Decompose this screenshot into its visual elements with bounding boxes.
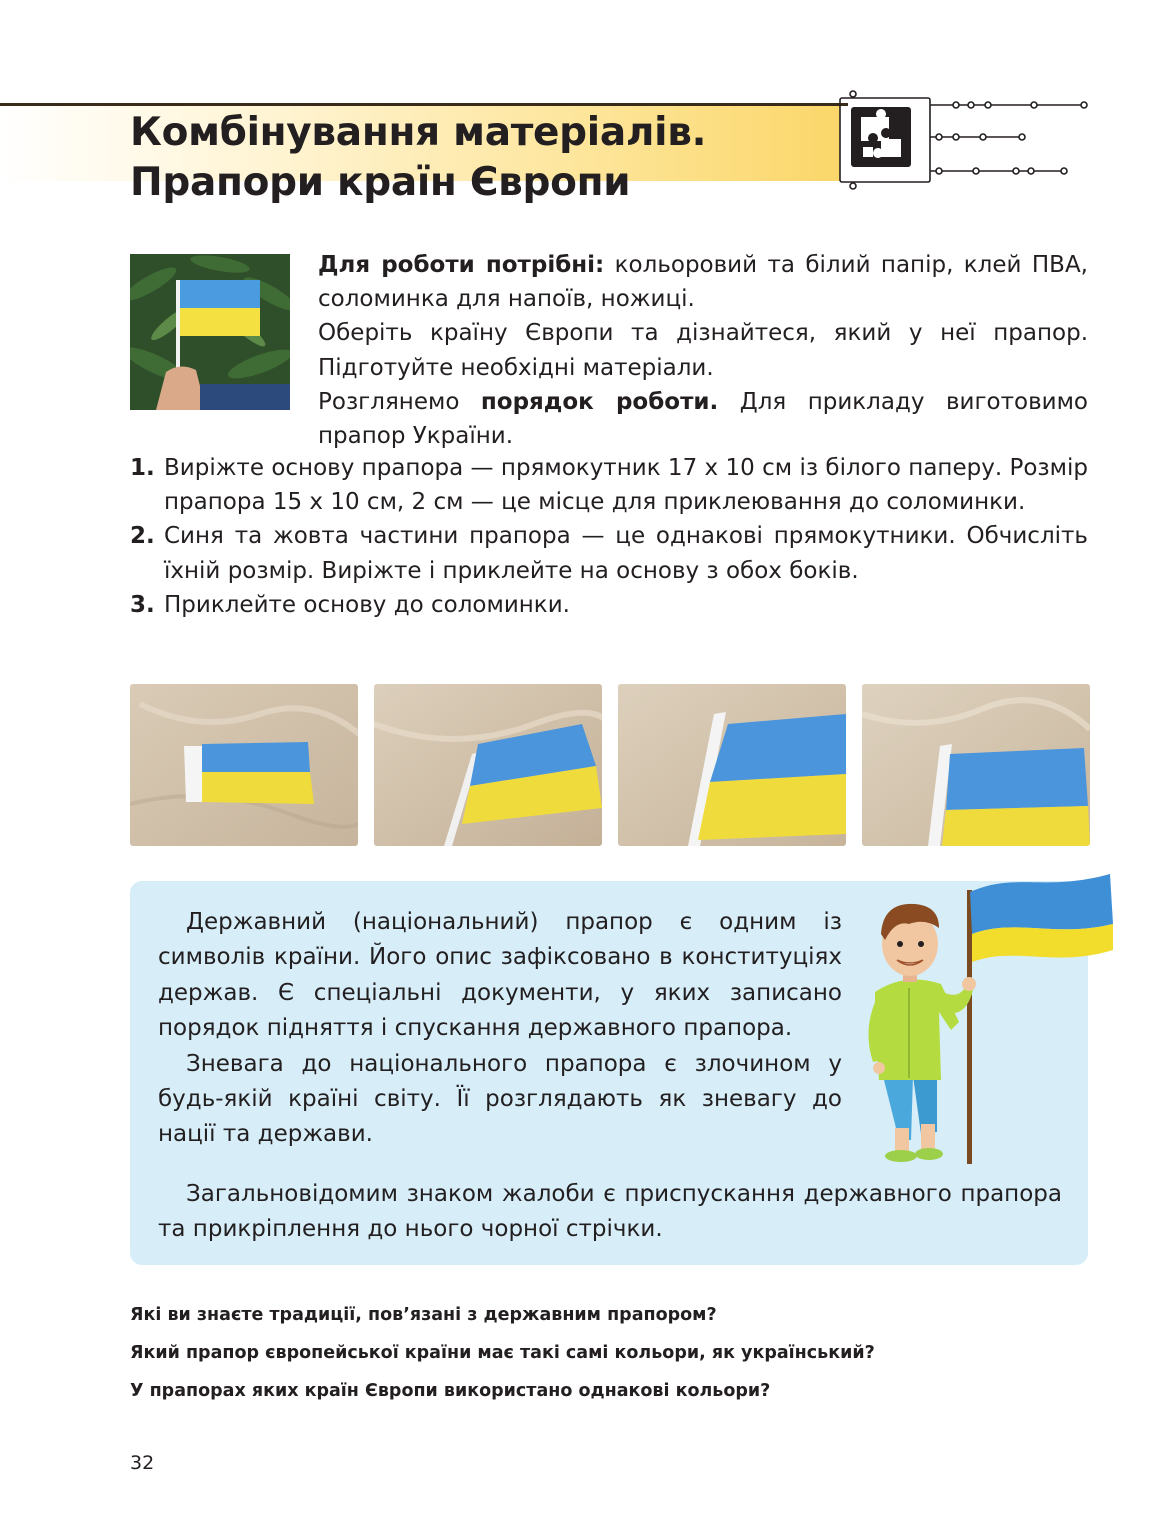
info-paragraph-3: Загальновідомим знаком жалоби є приспускання державного прапора та прикріплення до нього чорної стрічки.: [158, 1181, 1062, 1243]
step-text: Приклейте основу до соломинки.: [164, 591, 570, 618]
info-text: [158, 905, 842, 1153]
step-photo-2: [374, 684, 602, 846]
header-rule: [0, 103, 848, 106]
intro-text: [318, 248, 1088, 453]
step-number: 2.: [130, 523, 155, 550]
intro-photo-flag-in-hand: [130, 254, 290, 410]
intro-line-3-pre: Розглянемо: [318, 388, 481, 415]
boy-with-flag-illustration: [855, 872, 1115, 1164]
step-photo-4: [862, 684, 1090, 846]
intro-line-3: [318, 385, 1088, 453]
work-order-label: порядок роботи.: [480, 388, 719, 415]
step-number: 1.: [130, 455, 155, 481]
info-paragraph-2: Зневага до національного прапора є злочином у будь-якій країні світу. Її розглядають як зневагу до нації та держави.: [158, 1050, 842, 1148]
step-item: [130, 451, 1088, 519]
question-item: У прапорах яких країн Європи використано однакові кольори?: [130, 1381, 771, 1401]
step-item: [130, 588, 1088, 622]
page-number: 32: [130, 1452, 155, 1474]
puzzle-icon: [851, 107, 911, 167]
materials-text: кольоровий та білий папір, клей ПВА, соломинка для напоїв, ножиці.: [318, 252, 1088, 313]
questions-list: [130, 1296, 1088, 1410]
title-line-1: Комбінування матеріалів.: [130, 110, 707, 155]
steps-list: [130, 451, 1088, 622]
step-photo-1: [130, 684, 358, 846]
title-line-2: Прапори країн Європи: [130, 160, 631, 205]
question-item: Які ви знаєте традиції, пов’язані з державним прапором?: [130, 1305, 717, 1325]
step-number: 3.: [130, 591, 155, 618]
question-item: Який прапор європейської країни має такі самі кольори, як український?: [130, 1343, 875, 1363]
info-paragraph-1: Державний (національний) прапор є одним із символів країни. Його опис зафіксовано в конституціях держав. Є спеціальні документи, у яких записано порядок підняття і спускання державного прапора.: [158, 909, 842, 1042]
step-photo-3: [618, 684, 846, 846]
step-item: [130, 519, 1088, 587]
materials-paragraph: [318, 248, 1088, 316]
materials-label: Для роботи потрібні:: [318, 252, 605, 278]
page-title: [130, 108, 830, 208]
intro-line-2: Оберіть країну Європи та дізнайтеся, який у неї прапор. Підготуйте необхідні матеріали.: [318, 320, 1088, 381]
intro-line-3-post: Для прикладу виготовимо прапор України.: [318, 388, 1089, 450]
step-text: Синя та жовта частини прапора — це однакові прямокутники. Обчисліть їхній розмір. Виріжте і приклейте на основу з обох боків.: [164, 523, 1088, 584]
info-text-last: [158, 1177, 1062, 1248]
step-text: Виріжте основу прапора — прямокутник 17 х 10 см із білого паперу. Розмір прапора 15 х 10 см, 2 см — це місце для приклеювання до соломинки.: [164, 455, 1088, 516]
